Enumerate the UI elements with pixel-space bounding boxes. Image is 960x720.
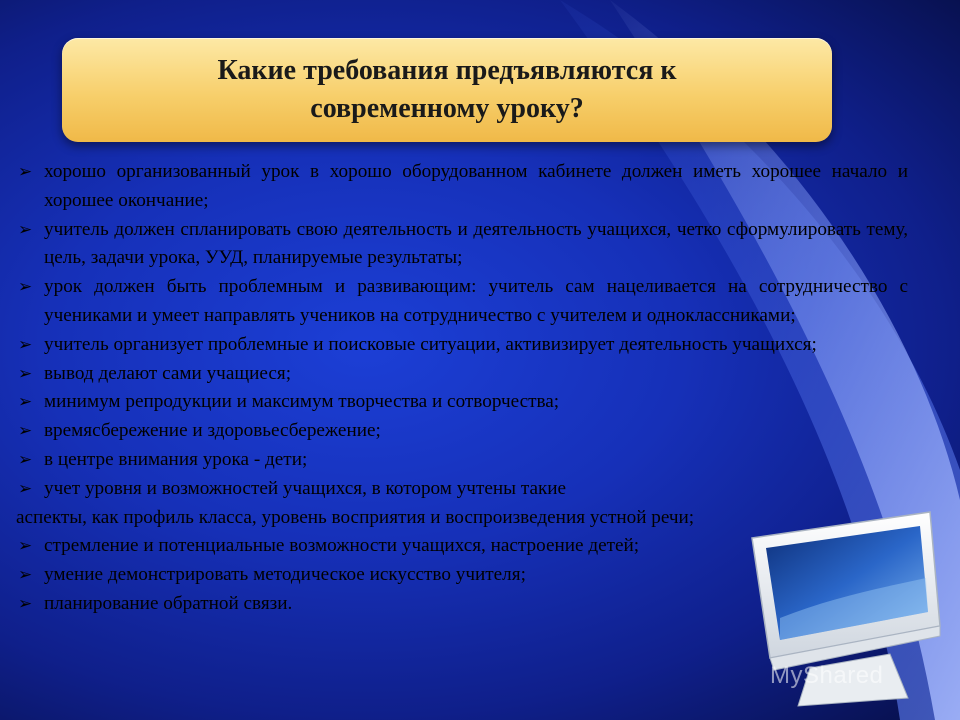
list-item-text: времясбережение и здоровьесбережение; — [44, 420, 381, 442]
list-item — [16, 158, 908, 216]
list-item-text: учет уровня и возможностей учащихся, в котором учтены такие — [44, 477, 567, 499]
watermark: MyShared — [770, 662, 884, 689]
arrow-bullet-icon: ➢ — [18, 392, 33, 412]
arrow-bullet-icon: ➢ — [18, 363, 33, 383]
list-item — [16, 360, 908, 389]
list-item — [16, 216, 908, 274]
arrow-bullet-icon: ➢ — [18, 162, 33, 181]
arrow-bullet-icon: ➢ — [18, 478, 33, 498]
arrow-bullet-icon: ➢ — [18, 536, 33, 556]
list-item — [16, 475, 908, 504]
list-item — [16, 273, 908, 331]
arrow-bullet-icon: ➢ — [18, 219, 33, 239]
list-item-text: хорошо организованный урок в хорошо оборудованном кабинете должен иметь хорошее начало и хорошее окончание; — [44, 161, 908, 211]
arrow-bullet-icon: ➢ — [18, 421, 33, 441]
list-item — [16, 446, 908, 475]
title-banner — [62, 38, 832, 142]
list-item-text: умение демонстрировать методическое искусство учителя; — [44, 564, 526, 586]
arrow-bullet-icon: ➢ — [18, 277, 33, 297]
list-item-text: минимум репродукции и максимум творчества и сотворчества; — [44, 391, 560, 413]
list-item-text: планирование обратной связи. — [44, 592, 293, 614]
list-item — [16, 331, 908, 360]
list-item — [16, 388, 908, 417]
list-item-text: вывод делают сами учащиеся; — [44, 362, 292, 384]
list-item-text: учитель организует проблемные и поисковые ситуации, активизирует деятельность учащихся; — [44, 333, 817, 355]
list-item-text: урок должен быть проблемным и развивающим: учитель сам нацеливается на сотрудничество с учениками и умеет направлять учеников на сотрудничество с учителем и одноклассниками; — [44, 276, 908, 326]
arrow-bullet-icon: ➢ — [18, 593, 33, 613]
list-item-text: учитель должен спланировать свою деятельность и деятельность учащихся, четко сформулировать тему, цель, задачи урока, УУД, планируемые результаты; — [44, 218, 908, 269]
title-line-1: Какие требования предъявляются к — [217, 55, 677, 86]
arrow-bullet-icon: ➢ — [18, 449, 33, 469]
arrow-bullet-icon: ➢ — [18, 565, 33, 585]
list-item-text: в центре внимания урока - дети; — [44, 448, 308, 470]
list-item-text: стремление и потенциальные возможности учащихся, настроение детей; — [44, 535, 640, 557]
title-line-2: современному уроку? — [310, 93, 584, 124]
list-item — [16, 417, 908, 446]
arrow-bullet-icon: ➢ — [18, 334, 33, 354]
list-item-text: аспекты, как профиль класса, уровень восприятия и воспроизведения устной речи; — [16, 506, 695, 528]
